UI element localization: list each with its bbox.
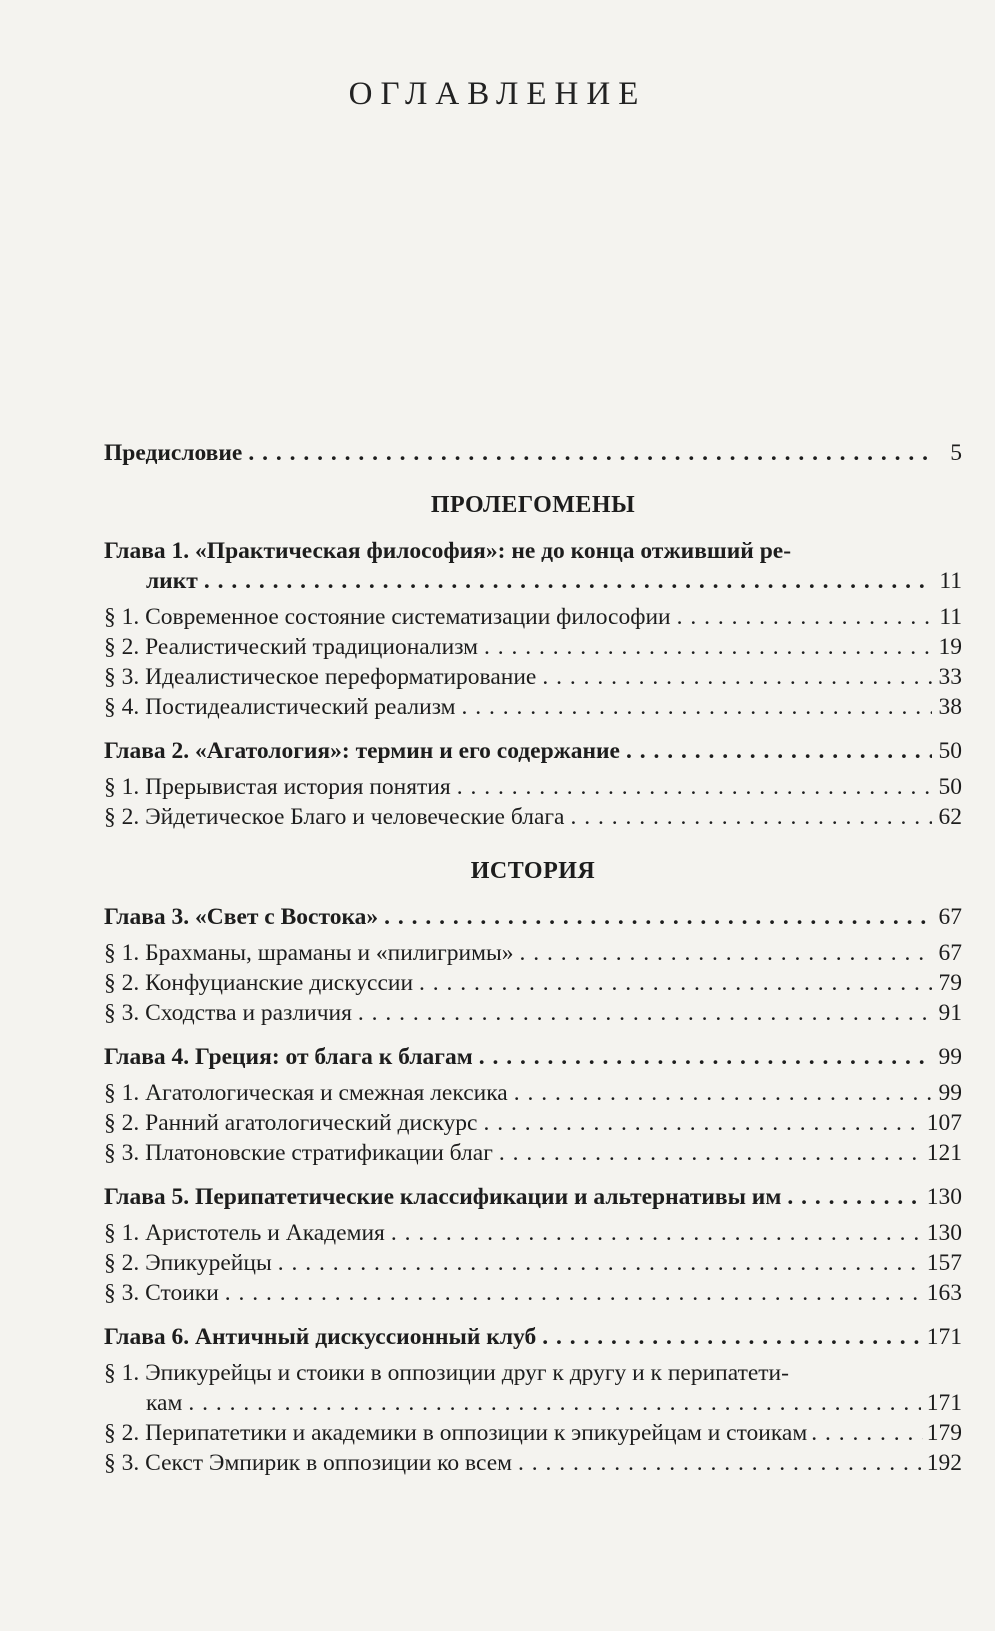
dot-leader bbox=[811, 1418, 923, 1448]
toc-entry-label: § 2. Конфуцианские дискуссии bbox=[104, 970, 414, 996]
toc-entry-label: § 4. Постидеалистический реализм bbox=[104, 694, 456, 720]
toc-entry-label: § 1. Брахманы, шраманы и «пилигримы» bbox=[104, 940, 514, 966]
dot-leader bbox=[483, 1108, 920, 1138]
toc-section[interactable] bbox=[104, 968, 962, 998]
toc-section[interactable] bbox=[104, 692, 962, 722]
toc-section[interactable] bbox=[104, 1138, 962, 1168]
toc-entry-label: § 2. Реалистический традиционализм bbox=[104, 634, 479, 660]
toc-section[interactable] bbox=[104, 1218, 962, 1248]
dot-leader bbox=[188, 1388, 920, 1418]
dot-leader bbox=[787, 1182, 920, 1212]
dot-leader bbox=[514, 1078, 932, 1108]
toc-section[interactable] bbox=[104, 662, 962, 692]
dot-leader bbox=[225, 1278, 921, 1308]
toc-entry-label: Глава 6. Античный дискуссионный клуб bbox=[104, 1324, 537, 1350]
dot-leader bbox=[542, 662, 932, 692]
dot-leader bbox=[204, 566, 932, 596]
toc-chapter-2[interactable] bbox=[104, 736, 962, 766]
dot-leader bbox=[570, 802, 932, 832]
toc-chapter-5[interactable] bbox=[104, 1182, 962, 1212]
toc-section[interactable] bbox=[104, 1078, 962, 1108]
toc-page-number: 107 bbox=[926, 1110, 962, 1136]
dot-leader bbox=[278, 1248, 921, 1278]
toc-page-number: 171 bbox=[926, 1390, 962, 1416]
toc-page-number: 91 bbox=[938, 1000, 962, 1026]
toc-page-number: 130 bbox=[926, 1184, 962, 1210]
toc-page-number: 79 bbox=[938, 970, 962, 996]
toc-chapter-6[interactable] bbox=[104, 1322, 962, 1352]
toc-page-number: 50 bbox=[938, 738, 962, 764]
toc-page-number: 50 bbox=[938, 774, 962, 800]
toc-section[interactable] bbox=[104, 1448, 962, 1478]
dot-leader bbox=[677, 602, 932, 632]
table-of-contents bbox=[104, 438, 962, 1478]
toc-entry-label: § 2. Перипатетики и академики в оппозиции к эпикурейцам и стоикам bbox=[104, 1420, 808, 1446]
toc-entry-label: § 1. Прерывистая история понятия bbox=[104, 774, 451, 800]
dot-leader bbox=[391, 1218, 921, 1248]
dot-leader bbox=[479, 1042, 932, 1072]
toc-section[interactable] bbox=[104, 1388, 962, 1418]
toc-chapter-1-line1[interactable]: Глава 1. «Практическая философия»: не до конца отживший ре- bbox=[104, 538, 792, 564]
toc-entry-label: § 2. Эйдетическое Благо и человеческие блага bbox=[104, 804, 565, 830]
toc-entry-label: § 2. Ранний агатологический дискурс bbox=[104, 1110, 478, 1136]
part-heading: ПРОЛЕГОМЕНЫ bbox=[430, 492, 636, 518]
toc-page-number: 99 bbox=[938, 1080, 962, 1106]
toc-page-number: 62 bbox=[938, 804, 962, 830]
toc-chapter-4[interactable] bbox=[104, 1042, 962, 1072]
toc-entry-label: кам bbox=[146, 1390, 183, 1416]
dot-leader bbox=[518, 1448, 921, 1478]
dot-leader bbox=[499, 1138, 921, 1168]
toc-page-number: 192 bbox=[926, 1450, 962, 1476]
toc-page-number: 67 bbox=[938, 940, 962, 966]
toc-section[interactable] bbox=[104, 602, 962, 632]
toc-page-number: 11 bbox=[939, 568, 962, 594]
toc-page-number: 99 bbox=[938, 1044, 962, 1070]
toc-section[interactable] bbox=[104, 772, 962, 802]
toc-entry-label: Глава 2. «Агатология»: термин и его содержание bbox=[104, 738, 620, 764]
toc-page-number: 19 bbox=[938, 634, 962, 660]
toc-page-number: 5 bbox=[950, 440, 962, 466]
toc-section[interactable] bbox=[104, 938, 962, 968]
dot-leader bbox=[462, 692, 932, 722]
toc-entry-label: Глава 4. Греция: от блага к благам bbox=[104, 1044, 473, 1070]
dot-leader bbox=[520, 938, 933, 968]
toc-page-number: 130 bbox=[926, 1220, 962, 1246]
part-heading: ИСТОРИЯ bbox=[470, 858, 596, 884]
page-title: ОГЛАВЛЕНИЕ bbox=[348, 76, 647, 112]
dot-leader bbox=[419, 968, 932, 998]
toc-entry-label: § 3. Платоновские стратификации благ bbox=[104, 1140, 493, 1166]
toc-entry-label: Глава 3. «Свет с Востока» bbox=[104, 904, 379, 930]
toc-page-number: 67 bbox=[938, 904, 962, 930]
toc-section[interactable] bbox=[104, 998, 962, 1028]
toc-section-line1[interactable]: § 1. Эпикурейцы и стоики в оппозиции друг к другу и к перипатети- bbox=[104, 1360, 789, 1386]
toc-page-number: 157 bbox=[926, 1250, 962, 1276]
toc-entry-preface[interactable] bbox=[104, 438, 962, 468]
toc-section[interactable] bbox=[104, 632, 962, 662]
toc-entry-label: § 3. Сходства и различия bbox=[104, 1000, 352, 1026]
dot-leader bbox=[248, 438, 932, 468]
dot-leader bbox=[626, 736, 932, 766]
toc-page-number: 11 bbox=[939, 604, 962, 630]
toc-entry-label: Предисловие bbox=[104, 440, 243, 466]
toc-chapter-3[interactable] bbox=[104, 902, 962, 932]
toc-page-number: 171 bbox=[926, 1324, 962, 1350]
toc-entry-label: § 1. Современное состояние систематизации философии bbox=[104, 604, 671, 630]
toc-section[interactable] bbox=[104, 1418, 962, 1448]
toc-entry-label: ликт bbox=[146, 568, 198, 594]
dot-leader bbox=[484, 632, 932, 662]
toc-page-number: 163 bbox=[926, 1280, 962, 1306]
toc-entry-label: § 2. Эпикурейцы bbox=[104, 1250, 272, 1276]
toc-section[interactable] bbox=[104, 1248, 962, 1278]
toc-section[interactable] bbox=[104, 1108, 962, 1138]
toc-chapter-1[interactable] bbox=[104, 566, 962, 596]
toc-section[interactable] bbox=[104, 802, 962, 832]
toc-entry-label: § 1. Агатологическая и смежная лексика bbox=[104, 1080, 508, 1106]
dot-leader bbox=[457, 772, 932, 802]
toc-entry-label: § 1. Аристотель и Академия bbox=[104, 1220, 385, 1246]
dot-leader bbox=[384, 902, 932, 932]
toc-entry-label: Глава 5. Перипатетические классификации и альтернативы им bbox=[104, 1184, 782, 1210]
dot-leader bbox=[358, 998, 932, 1028]
toc-page-number: 38 bbox=[938, 694, 962, 720]
toc-page-number: 179 bbox=[926, 1420, 962, 1446]
toc-section[interactable] bbox=[104, 1278, 962, 1308]
toc-entry-label: § 3. Секст Эмпирик в оппозиции ко всем bbox=[104, 1450, 512, 1476]
toc-entry-label: § 3. Идеалистическое переформатирование bbox=[104, 664, 537, 690]
toc-page-number: 121 bbox=[926, 1140, 962, 1166]
toc-page-number: 33 bbox=[938, 664, 962, 690]
toc-entry-label: § 3. Стоики bbox=[104, 1280, 219, 1306]
dot-leader bbox=[542, 1322, 921, 1352]
